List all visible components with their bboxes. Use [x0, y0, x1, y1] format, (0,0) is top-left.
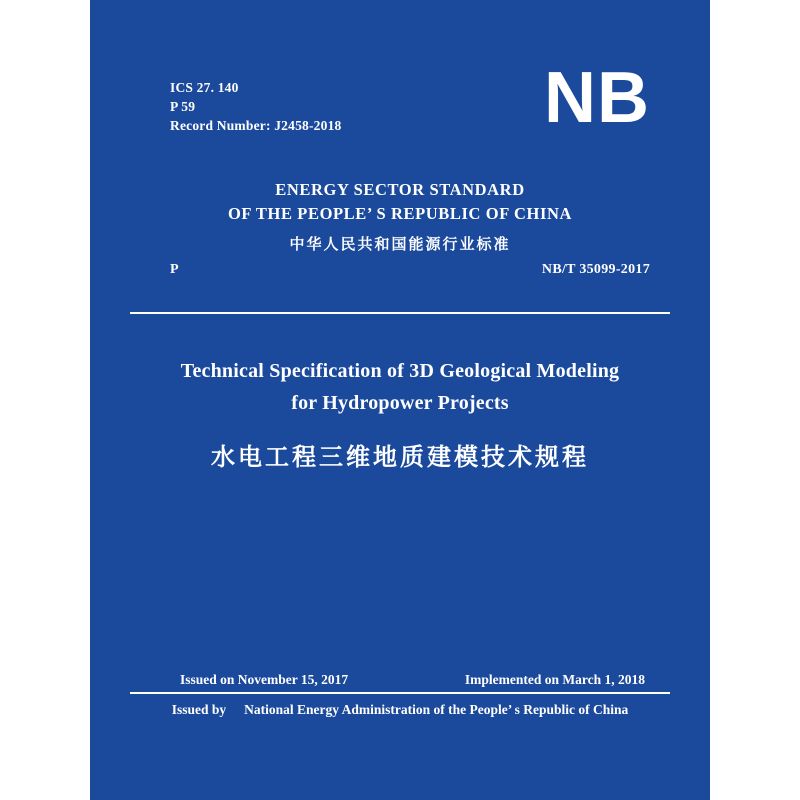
document-title-en-line1: Technical Specification of 3D Geological Modeling: [180, 360, 620, 382]
document-title-en-line2: for Hydropower Projects: [291, 392, 509, 414]
record-number: Record Number: J2458-2018: [170, 118, 342, 133]
implemented-on-date: Implemented on March 1, 2018: [464, 672, 645, 687]
standard-title-cn: 中华人民共和国能源行业标准: [289, 235, 511, 253]
cover-header: [90, 58, 710, 168]
issuer-row: [90, 702, 710, 718]
issuer-name: National Energy Administration of the People’ s Republic of China: [244, 702, 629, 717]
standard-code-row: [90, 262, 710, 282]
nb-logo: NB: [544, 58, 650, 138]
standard-title-en-line2: OF THE PEOPLE’ S REPUBLIC OF CHINA: [227, 204, 573, 223]
standard-category-letter: P: [170, 262, 179, 277]
standard-title-en-line1: ENERGY SECTOR STANDARD: [275, 180, 525, 199]
standard-authority-block: [90, 178, 710, 254]
document-title-block: [90, 355, 710, 472]
ics-number: ICS 27. 140: [170, 80, 239, 95]
document-title-cn: 水电工程三维地质建模技术规程: [211, 443, 589, 471]
issued-by-label: Issued by: [171, 702, 227, 717]
standard-identifiers: [170, 78, 341, 135]
divider-bottom: [130, 692, 670, 694]
classification-code: P 59: [170, 99, 196, 114]
date-row: [90, 672, 710, 690]
standard-number: NB/T 35099-2017: [541, 262, 650, 277]
divider-top: [130, 312, 670, 314]
issued-on-date: Issued on November 15, 2017: [180, 672, 349, 687]
cover-page-panel: [90, 0, 710, 800]
